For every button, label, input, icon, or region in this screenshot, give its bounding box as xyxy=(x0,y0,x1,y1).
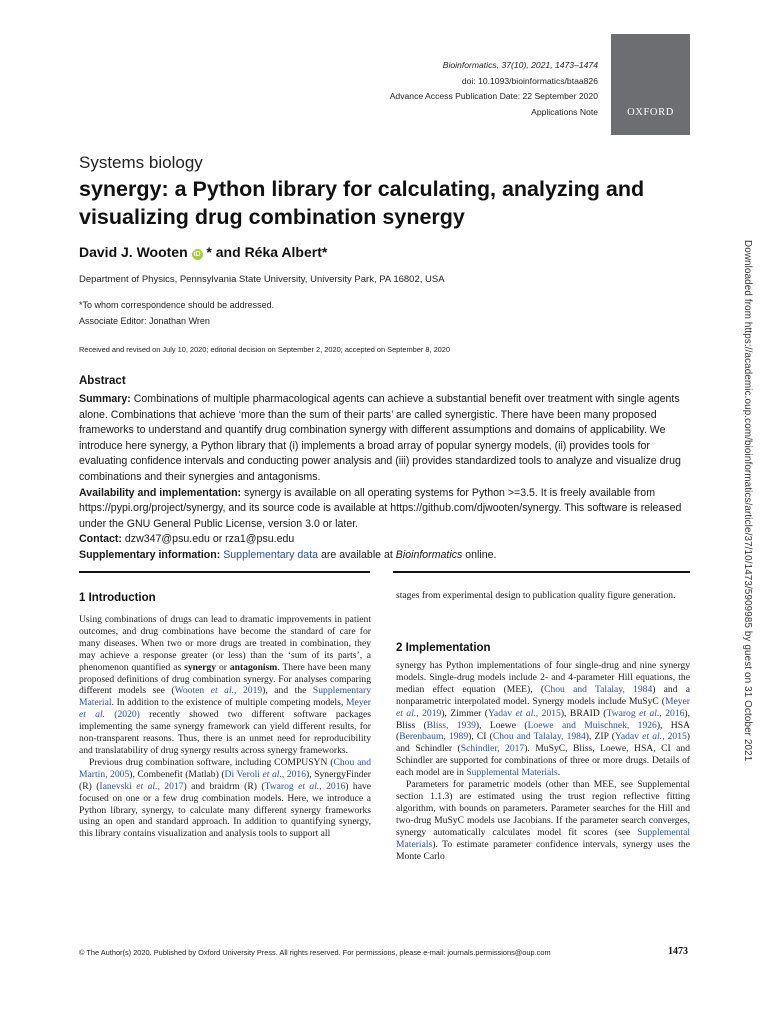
citation-author: Yadav xyxy=(614,731,643,743)
citation-link[interactable]: Chou and Talalay, 1984 xyxy=(492,731,586,743)
journal-citation: Bioinformatics, 37(10), 2021, 1473–1474 xyxy=(442,60,598,70)
intro-paragraph-1 xyxy=(79,614,371,757)
citation-link[interactable] xyxy=(265,781,346,792)
citation-etal: et al. xyxy=(515,707,536,719)
citation-etal: et al. xyxy=(298,780,320,792)
contact-label: Contact: xyxy=(79,533,122,546)
text-run: ), BRAID ( xyxy=(560,707,607,719)
text-run: ), ZIP ( xyxy=(585,731,615,743)
citation-link[interactable]: Chou and Martin, 2005 xyxy=(79,756,371,780)
author-list xyxy=(79,244,327,260)
text-run: ) and braidrm (R) ( xyxy=(183,780,265,792)
text-run: ), Loewe ( xyxy=(475,719,528,731)
text-run: ). To estimate parameter confidence intervals, synergy uses the Monte Carlo xyxy=(396,838,690,862)
text-run: ) and Schindler ( xyxy=(396,731,690,755)
citation-link[interactable]: Chou and Talalay, 1984 xyxy=(544,683,653,695)
citation-etal: et al. xyxy=(136,780,158,792)
citation-year: , 2019 xyxy=(234,685,263,697)
citation-author: Yadav xyxy=(487,707,516,719)
text-run: ), and the xyxy=(262,685,313,697)
text-run: ), SynergyFinder (R) ( xyxy=(79,768,371,792)
summary-label: Summary: xyxy=(79,393,131,405)
advance-access-date: Advance Access Publication Date: 22 September 2020 xyxy=(389,91,598,102)
citation-year: , 2016 xyxy=(659,707,685,719)
abstract-supplementary xyxy=(79,548,691,564)
citation-year: , 2015 xyxy=(535,707,561,719)
text-run: ), CI ( xyxy=(468,731,493,743)
supp-end: online. xyxy=(462,548,497,561)
text-run: ) have focused on one or a few drug combination models. Here, we introduce a Python library, synergy, to calculate many different synergy frameworks using an open and standard approach. In addition to quantifying synergy, this library contains visualization and analysis tools to support all xyxy=(79,780,372,840)
citation-author: Di Veroli xyxy=(224,768,263,780)
intro-heading: 1 Introduction xyxy=(79,592,156,604)
supplementary-material-link[interactable]: Supplementary Material xyxy=(79,685,372,709)
text-run: . xyxy=(557,767,561,779)
implementation-paragraph-1 xyxy=(396,660,690,779)
orcid-icon[interactable]: iD xyxy=(193,251,201,258)
citation-link[interactable] xyxy=(99,781,183,792)
text-run: ), Combenefit (Matlab) ( xyxy=(129,768,225,780)
citation-link[interactable] xyxy=(225,769,306,780)
author-separator: * and xyxy=(202,244,245,260)
abstract-summary xyxy=(79,392,691,486)
correspondence-note: *To whom correspondence should be addressed. xyxy=(79,300,275,310)
text-run: synergy has Python implementations of four single-drug and nine synergy models. Single-drug models include 2- and 4-parameter Hill equations, the median effect equation (MEE), ( xyxy=(396,660,690,695)
availability-label: Availability and implementation: xyxy=(79,486,242,499)
abstract-heading: Abstract xyxy=(79,375,126,387)
text-run: . There have been many proposed definitions of drug combination synergy. For analyses comparing different models see ( xyxy=(79,661,371,697)
term-antagonism: antagonism xyxy=(229,661,278,673)
intro-body xyxy=(79,614,371,840)
citation-author: Meyer xyxy=(664,695,690,707)
download-watermark-text[interactable]: Downloaded from https://academic.oup.com/bioinformatics/article/37/10/1473/5909985 by guest on 31 October 2021 xyxy=(742,240,753,762)
citation-etal: et al. xyxy=(210,685,235,697)
implementation-paragraph-2 xyxy=(396,779,690,862)
citation-year: , 2016 xyxy=(319,780,346,792)
text-run: ), HSA ( xyxy=(396,719,690,743)
citation-year: (2020) xyxy=(105,709,140,721)
intro-paragraph-2 xyxy=(79,757,371,840)
citation-etal: et al. xyxy=(79,709,106,721)
doi[interactable]: doi: 10.1093/bioinformatics/btaa826 xyxy=(461,75,598,86)
citation-year: , 2017 xyxy=(157,780,184,792)
download-watermark xyxy=(741,240,753,785)
citation-year: , 2019 xyxy=(416,707,442,719)
term-synergy: synergy xyxy=(184,661,217,673)
citation-author: Ianevski xyxy=(99,780,137,792)
copyright-notice: © The Author(s) 2020. Published by Oxford University Press. All rights reserved. For permissions, please e-mail: journals.permissions@oup.com xyxy=(79,948,551,957)
text-run: . In addition to the existence of multiple competing models, xyxy=(111,697,346,709)
affiliation: Department of Physics, Pennsylvania State University, University Park, PA 16802, USA xyxy=(79,274,445,285)
text-run: or xyxy=(216,661,230,673)
citation-year: , 2015 xyxy=(662,731,687,743)
citation-link[interactable] xyxy=(615,731,687,742)
text-run: Parameters for parametric models (other than MEE, see Supplemental section 1.1.3) are estimated using the trust region reflective fitting algorithm, with bounds on parameters. Parameter searches for the Hill and two-drug MuSyC models use Jacobians. If the parameter search converges, synergy automatically calculates model fit scores (see xyxy=(396,779,690,838)
citation-author: Wooten xyxy=(174,685,211,697)
citation-author: Meyer xyxy=(345,697,371,709)
supp-journal: Bioinformatics xyxy=(395,548,463,561)
summary-text: Combinations of multiple pharmacological agents can achieve a substantial benefit over treatment with single agents alone. Combinations that achieve ‘more than the sum of their parts’ are called synergistic. There have been many proposed frameworks to understand and quantify drug combination synergy with different assumptions and domains of applicability. We introduce here synergy, a Python library that (i) implements a broad array of popular synergy models, (ii) provides tools for evaluating confidence intervals and conducting power analysis and (iii) provides standardized tools to analyze and visualize drug combinations and their synergies and antagonisms. xyxy=(79,393,681,483)
citation-link[interactable]: Bliss, 1939 xyxy=(426,719,476,731)
oxford-logo xyxy=(611,34,690,135)
abstract-contact xyxy=(79,532,691,548)
contact-text[interactable]: dzw347@psu.edu or rza1@psu.edu xyxy=(121,533,295,546)
supplementary-label: Supplementary information: xyxy=(79,548,221,561)
citation-link[interactable] xyxy=(488,708,561,719)
citation-author: Twarog xyxy=(606,707,640,719)
abstract-divider-right xyxy=(393,571,690,573)
text-run: recently showed two different software packages implementing the same synergy framework can yield different results, for non-transparent reasons. Thus, there is an unmet need for reproducibility and translatability of drug synergy results across synergy frameworks. xyxy=(79,709,371,756)
supplemental-materials-link[interactable]: Supplemental Materials xyxy=(396,826,690,850)
text-run: Using combinations of drugs can lead to dramatic improvements in patient outcomes, and drug combinations have become the standard of care for many diseases. When two or more drugs are treated in combination, they may achieve a response greater (or less) than the ‘sum of its parts’, a phenomenon quantified as xyxy=(79,614,371,673)
right-column-continued xyxy=(396,590,690,602)
abstract-availability xyxy=(79,486,691,533)
availability-text: synergy is available on all operating systems for Python >=3.5. It is freely available from https://pypi.org/project/synergy, and its source code is available at https://github.com/djwooten/synergy. This software is released under the GNU General Public License, version 3.0 or later. xyxy=(79,486,682,530)
associate-editor: Associate Editor: Jonathan Wren xyxy=(79,316,210,326)
abstract xyxy=(79,392,691,564)
citation-etal: et al. xyxy=(396,707,417,719)
author-albert[interactable]: Réka Albert* xyxy=(244,244,328,260)
citation-author: Twarog xyxy=(264,780,299,792)
text-run: Previous drug combination software, including COMPUSYN ( xyxy=(89,756,334,768)
supplemental-materials-link[interactable]: Supplemental Materials xyxy=(466,767,558,779)
text-run: ), Bliss ( xyxy=(396,707,691,731)
implementation-body xyxy=(396,660,690,862)
section-label: Systems biology xyxy=(79,153,203,172)
citation-link[interactable] xyxy=(175,685,263,696)
text-run: ), Zimmer ( xyxy=(441,707,488,719)
author-wooten[interactable]: David J. Wooten xyxy=(79,244,188,260)
text-run: ) and a nonparametric interpolated model. Synergy models include MuSyC ( xyxy=(396,683,690,707)
text-run: ). MuSyC, Bliss, Loewe, HSA, CI and Schindler are supported for combinations of three or more drugs. Details of each model are in xyxy=(396,743,691,779)
citation-etal: et al. xyxy=(262,768,282,780)
citation-etal: et al. xyxy=(642,731,663,743)
supplementary-data-link[interactable]: Supplementary data xyxy=(223,548,319,561)
correspondence-block xyxy=(79,297,274,329)
continued-text: stages from experimental design to publication quality figure generation. xyxy=(396,590,676,601)
paper-title: synergy: a Python library for calculating, analyzing and visualizing drug combination synergy xyxy=(79,177,645,229)
supp-mid: are available at xyxy=(318,548,396,561)
citation-link[interactable]: Schindler, 2017 xyxy=(460,743,525,755)
citation-year: , 2016 xyxy=(281,768,306,780)
page-number: 1473 xyxy=(668,946,688,957)
received-dates: Received and revised on July 10, 2020; editorial decision on September 2, 2020; accepted on September 8, 2020 xyxy=(79,345,451,354)
citation-etal: et al. xyxy=(639,707,660,719)
citation-link[interactable] xyxy=(606,708,684,719)
citation-link[interactable]: Loewe and Muischnek, 1926 xyxy=(527,719,657,731)
abstract-divider xyxy=(79,571,370,573)
citation-link[interactable]: Berenbaum, 1989 xyxy=(399,731,469,743)
oxford-logo-text: OXFORD xyxy=(627,107,674,118)
implementation-heading: 2 Implementation xyxy=(396,642,491,654)
journal-header xyxy=(390,58,598,120)
article-type: Applications Note xyxy=(531,106,598,117)
